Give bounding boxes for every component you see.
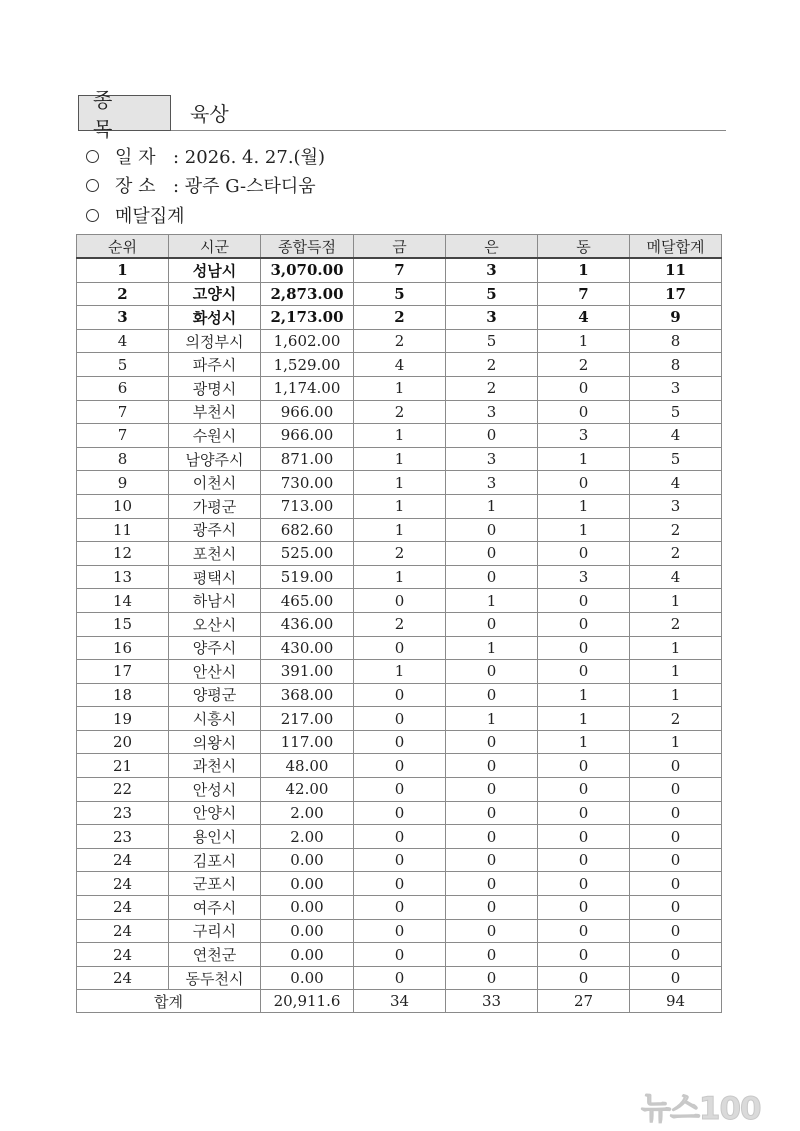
cell-total-score: 2.00 [261,825,354,849]
cell-city: 평택시 [169,565,261,589]
cell-silver: 2 [446,353,538,377]
info-date-label: 일 자 [115,147,156,168]
cell-city: 하남시 [169,589,261,613]
cell-medal-total: 0 [630,872,722,896]
cell-bronze: 0 [538,400,630,424]
cell-total-score: 871.00 [261,447,354,471]
column-header-city: 시군 [169,235,261,259]
info-venue-label: 장 소 [115,176,156,197]
medal-table-footer [77,990,722,1013]
cell-medal-total: 0 [630,754,722,778]
cell-total-score: 0.00 [261,872,354,896]
cell-silver: 0 [446,801,538,825]
circle-bullet-icon [86,150,99,163]
category-value: 육상 [190,102,229,126]
cell-total-score: 0.00 [261,848,354,872]
table-row [77,636,722,660]
cell-silver: 5 [446,329,538,353]
table-row [77,376,722,400]
cell-medal-total: 1 [630,636,722,660]
cell-total-score: 1,529.00 [261,353,354,377]
table-row [77,400,722,424]
cell-gold: 0 [354,825,446,849]
cell-bronze: 7 [538,282,630,306]
cell-rank: 24 [77,966,169,990]
medal-table [76,234,722,1013]
cell-rank: 15 [77,612,169,636]
cell-bronze: 0 [538,848,630,872]
total-gold: 34 [354,990,446,1013]
cell-silver: 0 [446,943,538,967]
table-row [77,542,722,566]
cell-bronze: 2 [538,353,630,377]
info-date [86,143,325,169]
cell-rank: 24 [77,919,169,943]
cell-gold: 0 [354,683,446,707]
cell-silver: 0 [446,896,538,920]
cell-silver: 0 [446,754,538,778]
cell-total-score: 430.00 [261,636,354,660]
cell-bronze: 0 [538,636,630,660]
cell-medal-total: 0 [630,919,722,943]
cell-total-score: 0.00 [261,896,354,920]
table-row [77,943,722,967]
cell-total-score: 368.00 [261,683,354,707]
info-date-value: : 2026. 4. 27.(월) [173,147,325,168]
cell-total-score: 966.00 [261,400,354,424]
table-row [77,683,722,707]
cell-city: 구리시 [169,919,261,943]
cell-silver: 3 [446,471,538,495]
table-row [77,518,722,542]
cell-silver: 2 [446,376,538,400]
cell-medal-total: 0 [630,848,722,872]
cell-rank: 11 [77,518,169,542]
info-venue-value: : 광주 G-스타디움 [173,176,316,197]
cell-silver: 5 [446,282,538,306]
cell-total-score: 0.00 [261,966,354,990]
cell-silver: 0 [446,919,538,943]
cell-silver: 0 [446,660,538,684]
cell-silver: 0 [446,518,538,542]
cell-city: 의왕시 [169,730,261,754]
cell-bronze: 0 [538,825,630,849]
table-row [77,589,722,613]
cell-medal-total: 2 [630,612,722,636]
cell-bronze: 3 [538,565,630,589]
cell-silver: 0 [446,730,538,754]
cell-gold: 1 [354,660,446,684]
cell-bronze: 0 [538,542,630,566]
cell-total-score: 436.00 [261,612,354,636]
table-row [77,730,722,754]
cell-city: 포천시 [169,542,261,566]
cell-medal-total: 3 [630,494,722,518]
cell-medal-total: 4 [630,565,722,589]
cell-medal-total: 4 [630,424,722,448]
cell-gold: 2 [354,612,446,636]
cell-gold: 0 [354,636,446,660]
cell-bronze: 0 [538,589,630,613]
cell-gold: 1 [354,447,446,471]
column-header-bronze: 동 [538,235,630,259]
cell-gold: 0 [354,730,446,754]
table-row [77,424,722,448]
cell-silver: 0 [446,872,538,896]
cell-city: 광주시 [169,518,261,542]
cell-medal-total: 1 [630,683,722,707]
cell-gold: 1 [354,565,446,589]
cell-rank: 7 [77,400,169,424]
cell-city: 안산시 [169,660,261,684]
medal-table-body [77,258,722,990]
table-row [77,329,722,353]
table-row [77,825,722,849]
cell-bronze: 1 [538,707,630,731]
cell-silver: 0 [446,966,538,990]
table-row [77,660,722,684]
cell-rank: 24 [77,896,169,920]
cell-total-score: 1,602.00 [261,329,354,353]
cell-gold: 2 [354,306,446,330]
cell-bronze: 0 [538,376,630,400]
cell-bronze: 0 [538,943,630,967]
table-row [77,447,722,471]
cell-silver: 1 [446,707,538,731]
cell-silver: 1 [446,589,538,613]
cell-bronze: 0 [538,919,630,943]
cell-total-score: 1,174.00 [261,376,354,400]
cell-total-score: 465.00 [261,589,354,613]
cell-rank: 23 [77,801,169,825]
cell-medal-total: 2 [630,707,722,731]
cell-total-score: 519.00 [261,565,354,589]
cell-total-score: 391.00 [261,660,354,684]
cell-bronze: 1 [538,518,630,542]
cell-silver: 3 [446,258,538,282]
cell-city: 동두천시 [169,966,261,990]
cell-city: 수원시 [169,424,261,448]
cell-gold: 1 [354,494,446,518]
cell-bronze: 1 [538,447,630,471]
cell-medal-total: 2 [630,542,722,566]
cell-total-score: 42.00 [261,778,354,802]
cell-gold: 0 [354,778,446,802]
table-row [77,801,722,825]
cell-gold: 1 [354,376,446,400]
cell-rank: 9 [77,471,169,495]
cell-city: 여주시 [169,896,261,920]
title-underline [171,130,726,131]
cell-total-score: 713.00 [261,494,354,518]
cell-rank: 8 [77,447,169,471]
cell-medal-total: 3 [630,376,722,400]
cell-bronze: 0 [538,612,630,636]
cell-silver: 0 [446,542,538,566]
cell-city: 가평군 [169,494,261,518]
cell-rank: 7 [77,424,169,448]
cell-medal-total: 0 [630,825,722,849]
cell-gold: 0 [354,919,446,943]
total-silver: 33 [446,990,538,1013]
circle-bullet-icon [86,179,99,192]
category-label: 종 목 [78,95,171,131]
cell-city: 이천시 [169,471,261,495]
cell-city: 군포시 [169,872,261,896]
cell-gold: 0 [354,707,446,731]
table-row [77,919,722,943]
table-row [77,306,722,330]
table-row [77,258,722,282]
cell-rank: 3 [77,306,169,330]
cell-rank: 23 [77,825,169,849]
cell-city: 부천시 [169,400,261,424]
cell-silver: 1 [446,494,538,518]
cell-rank: 6 [77,376,169,400]
cell-silver: 3 [446,400,538,424]
cell-silver: 0 [446,612,538,636]
cell-medal-total: 0 [630,966,722,990]
circle-bullet-icon [86,209,99,222]
cell-total-score: 48.00 [261,754,354,778]
column-header-silver: 은 [446,235,538,259]
cell-rank: 24 [77,872,169,896]
cell-total-score: 682.60 [261,518,354,542]
cell-silver: 3 [446,306,538,330]
cell-bronze: 0 [538,801,630,825]
cell-rank: 24 [77,943,169,967]
cell-gold: 1 [354,424,446,448]
cell-city: 용인시 [169,825,261,849]
cell-city: 양평군 [169,683,261,707]
cell-city: 파주시 [169,353,261,377]
cell-rank: 14 [77,589,169,613]
cell-medal-total: 1 [630,589,722,613]
info-medal-summary [86,202,185,228]
cell-city: 성남시 [169,258,261,282]
cell-bronze: 1 [538,329,630,353]
cell-total-score: 525.00 [261,542,354,566]
table-row [77,707,722,731]
cell-total-score: 0.00 [261,919,354,943]
cell-city: 의정부시 [169,329,261,353]
cell-gold: 0 [354,589,446,613]
cell-total-score: 2.00 [261,801,354,825]
table-row [77,778,722,802]
cell-gold: 0 [354,943,446,967]
cell-silver: 0 [446,778,538,802]
cell-silver: 0 [446,848,538,872]
table-row [77,896,722,920]
cell-bronze: 0 [538,896,630,920]
cell-medal-total: 11 [630,258,722,282]
cell-gold: 5 [354,282,446,306]
cell-rank: 18 [77,683,169,707]
cell-medal-total: 17 [630,282,722,306]
cell-total-score: 2,173.00 [261,306,354,330]
column-header-total-score: 종합득점 [261,235,354,259]
watermark-logo: 뉴스100 [641,1091,761,1127]
cell-medal-total: 0 [630,896,722,920]
cell-city: 고양시 [169,282,261,306]
cell-rank: 1 [77,258,169,282]
table-row [77,848,722,872]
cell-medal-total: 1 [630,660,722,684]
cell-silver: 0 [446,683,538,707]
cell-bronze: 0 [538,966,630,990]
cell-total-score: 217.00 [261,707,354,731]
cell-bronze: 4 [538,306,630,330]
cell-rank: 12 [77,542,169,566]
cell-city: 화성시 [169,306,261,330]
cell-medal-total: 1 [630,730,722,754]
cell-rank: 5 [77,353,169,377]
cell-medal-total: 8 [630,353,722,377]
cell-rank: 21 [77,754,169,778]
cell-silver: 1 [446,636,538,660]
table-row [77,754,722,778]
cell-city: 과천시 [169,754,261,778]
header-row [77,235,722,259]
cell-city: 안성시 [169,778,261,802]
table-row [77,612,722,636]
column-header-rank: 순위 [77,235,169,259]
cell-gold: 2 [354,329,446,353]
cell-gold: 1 [354,471,446,495]
cell-medal-total: 8 [630,329,722,353]
cell-medal-total: 2 [630,518,722,542]
cell-rank: 19 [77,707,169,731]
cell-rank: 20 [77,730,169,754]
cell-bronze: 0 [538,471,630,495]
total-bronze: 27 [538,990,630,1013]
cell-gold: 2 [354,542,446,566]
cell-medal-total: 4 [630,471,722,495]
cell-rank: 17 [77,660,169,684]
cell-gold: 0 [354,872,446,896]
cell-total-score: 966.00 [261,424,354,448]
cell-silver: 0 [446,565,538,589]
total-label: 합계 [77,990,261,1013]
cell-medal-total: 5 [630,447,722,471]
cell-city: 김포시 [169,848,261,872]
table-row [77,471,722,495]
cell-medal-total: 9 [630,306,722,330]
cell-rank: 16 [77,636,169,660]
cell-total-score: 0.00 [261,943,354,967]
cell-rank: 10 [77,494,169,518]
total-medals: 94 [630,990,722,1013]
cell-gold: 1 [354,518,446,542]
cell-medal-total: 0 [630,778,722,802]
column-header-gold: 금 [354,235,446,259]
cell-gold: 0 [354,801,446,825]
cell-bronze: 1 [538,494,630,518]
cell-medal-total: 0 [630,801,722,825]
cell-rank: 22 [77,778,169,802]
cell-bronze: 1 [538,730,630,754]
cell-medal-total: 0 [630,943,722,967]
total-row [77,990,722,1013]
cell-medal-total: 5 [630,400,722,424]
cell-bronze: 1 [538,258,630,282]
cell-gold: 0 [354,848,446,872]
cell-gold: 2 [354,400,446,424]
cell-city: 양주시 [169,636,261,660]
cell-gold: 0 [354,896,446,920]
cell-city: 연천군 [169,943,261,967]
table-row [77,494,722,518]
medal-table-header [77,235,722,259]
cell-rank: 2 [77,282,169,306]
cell-city: 광명시 [169,376,261,400]
info-medal-summary-label: 메달집계 [115,206,185,227]
cell-gold: 0 [354,754,446,778]
cell-silver: 0 [446,424,538,448]
cell-city: 오산시 [169,612,261,636]
cell-city: 안양시 [169,801,261,825]
cell-bronze: 0 [538,660,630,684]
cell-bronze: 0 [538,872,630,896]
cell-gold: 7 [354,258,446,282]
cell-total-score: 2,873.00 [261,282,354,306]
cell-city: 남양주시 [169,447,261,471]
table-row [77,282,722,306]
cell-bronze: 3 [538,424,630,448]
cell-silver: 0 [446,825,538,849]
table-row [77,872,722,896]
cell-bronze: 1 [538,683,630,707]
cell-bronze: 0 [538,754,630,778]
cell-gold: 4 [354,353,446,377]
cell-total-score: 117.00 [261,730,354,754]
cell-city: 시흥시 [169,707,261,731]
total-score: 20,911.6 [261,990,354,1013]
cell-gold: 0 [354,966,446,990]
table-row [77,966,722,990]
cell-silver: 3 [446,447,538,471]
column-header-medal-total: 메달합계 [630,235,722,259]
cell-total-score: 3,070.00 [261,258,354,282]
cell-total-score: 730.00 [261,471,354,495]
info-venue [86,172,316,198]
cell-rank: 4 [77,329,169,353]
table-row [77,353,722,377]
table-row [77,565,722,589]
cell-bronze: 0 [538,778,630,802]
cell-rank: 24 [77,848,169,872]
cell-rank: 13 [77,565,169,589]
